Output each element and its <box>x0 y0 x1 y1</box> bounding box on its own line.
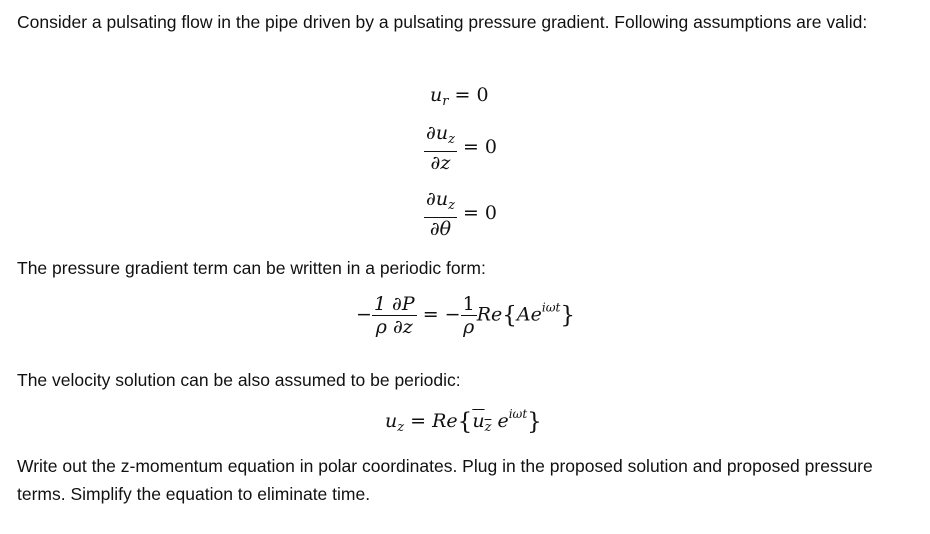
velocity-equals-re: = Re <box>410 410 458 432</box>
pressure-ae: Ae <box>516 303 542 326</box>
velocity-rbrace: } <box>527 409 542 435</box>
ur-rhs: = 0 <box>454 84 489 106</box>
duz-dtheta-num-subscript: z <box>448 198 455 213</box>
pressure-equals: = − <box>422 303 461 326</box>
pressure-minus: − <box>356 303 372 326</box>
pressure-lhs-numerator: 1 ∂P <box>373 293 415 315</box>
duz-dtheta-numerator: ∂u <box>426 188 449 210</box>
ur-subscript: r <box>442 94 449 109</box>
ur-symbol: u <box>430 84 443 106</box>
pressure-rhs-numerator: 1 <box>462 293 475 315</box>
velocity-uz-subscript: z <box>484 420 492 435</box>
duz-dtheta-rhs: = 0 <box>462 202 498 224</box>
duz-dz-rhs: = 0 <box>462 136 498 158</box>
velocity-lhs-subscript: z <box>397 420 405 435</box>
duz-dz-denominator: ∂z <box>430 152 451 174</box>
velocity-lbrace: { <box>457 409 473 435</box>
pressure-rhs-denominator: ρ <box>463 316 475 338</box>
pressure-lbrace: { <box>502 302 517 329</box>
duz-dtheta-fraction <box>424 188 457 240</box>
intro-text: Consider a pulsating flow in the pipe driven by a pulsating pressure gradient. Following assumptions are valid: <box>17 12 868 32</box>
velocity-e: e <box>491 410 509 432</box>
pressure-lhs-fraction <box>372 293 417 338</box>
pressure-re: Re <box>476 303 503 326</box>
duz-dz-numerator: ∂u <box>426 122 449 144</box>
assumption-ur <box>430 84 489 109</box>
closing-text: Write out the z-momentum equation in polar coordinates. Plug in the proposed solution and proposed pressure terms. Simplify the equation to eliminate time. <box>17 456 873 504</box>
pressure-lhs-denominator: ρ ∂z <box>375 316 413 338</box>
assumption-duz-dz <box>424 122 497 174</box>
assumption-duz-dtheta <box>424 188 497 240</box>
pressure-equation <box>356 293 575 338</box>
velocity-uz: u <box>472 410 485 432</box>
velocity-lhs: u <box>385 410 398 432</box>
pressure-text: The pressure gradient term can be written in a periodic form: <box>17 258 486 278</box>
velocity-equation <box>385 407 542 435</box>
duz-dz-num-subscript: z <box>448 132 455 147</box>
pressure-exponent: iωt <box>541 300 561 315</box>
velocity-text: The velocity solution can be also assumed to be periodic: <box>17 370 461 390</box>
pressure-rbrace: } <box>560 302 575 329</box>
pressure-rhs-fraction <box>461 293 477 338</box>
velocity-exponent: iωt <box>508 407 528 421</box>
duz-dz-fraction <box>424 122 457 174</box>
duz-dtheta-denominator: ∂θ <box>429 218 452 240</box>
velocity-uz-bar <box>472 410 492 435</box>
